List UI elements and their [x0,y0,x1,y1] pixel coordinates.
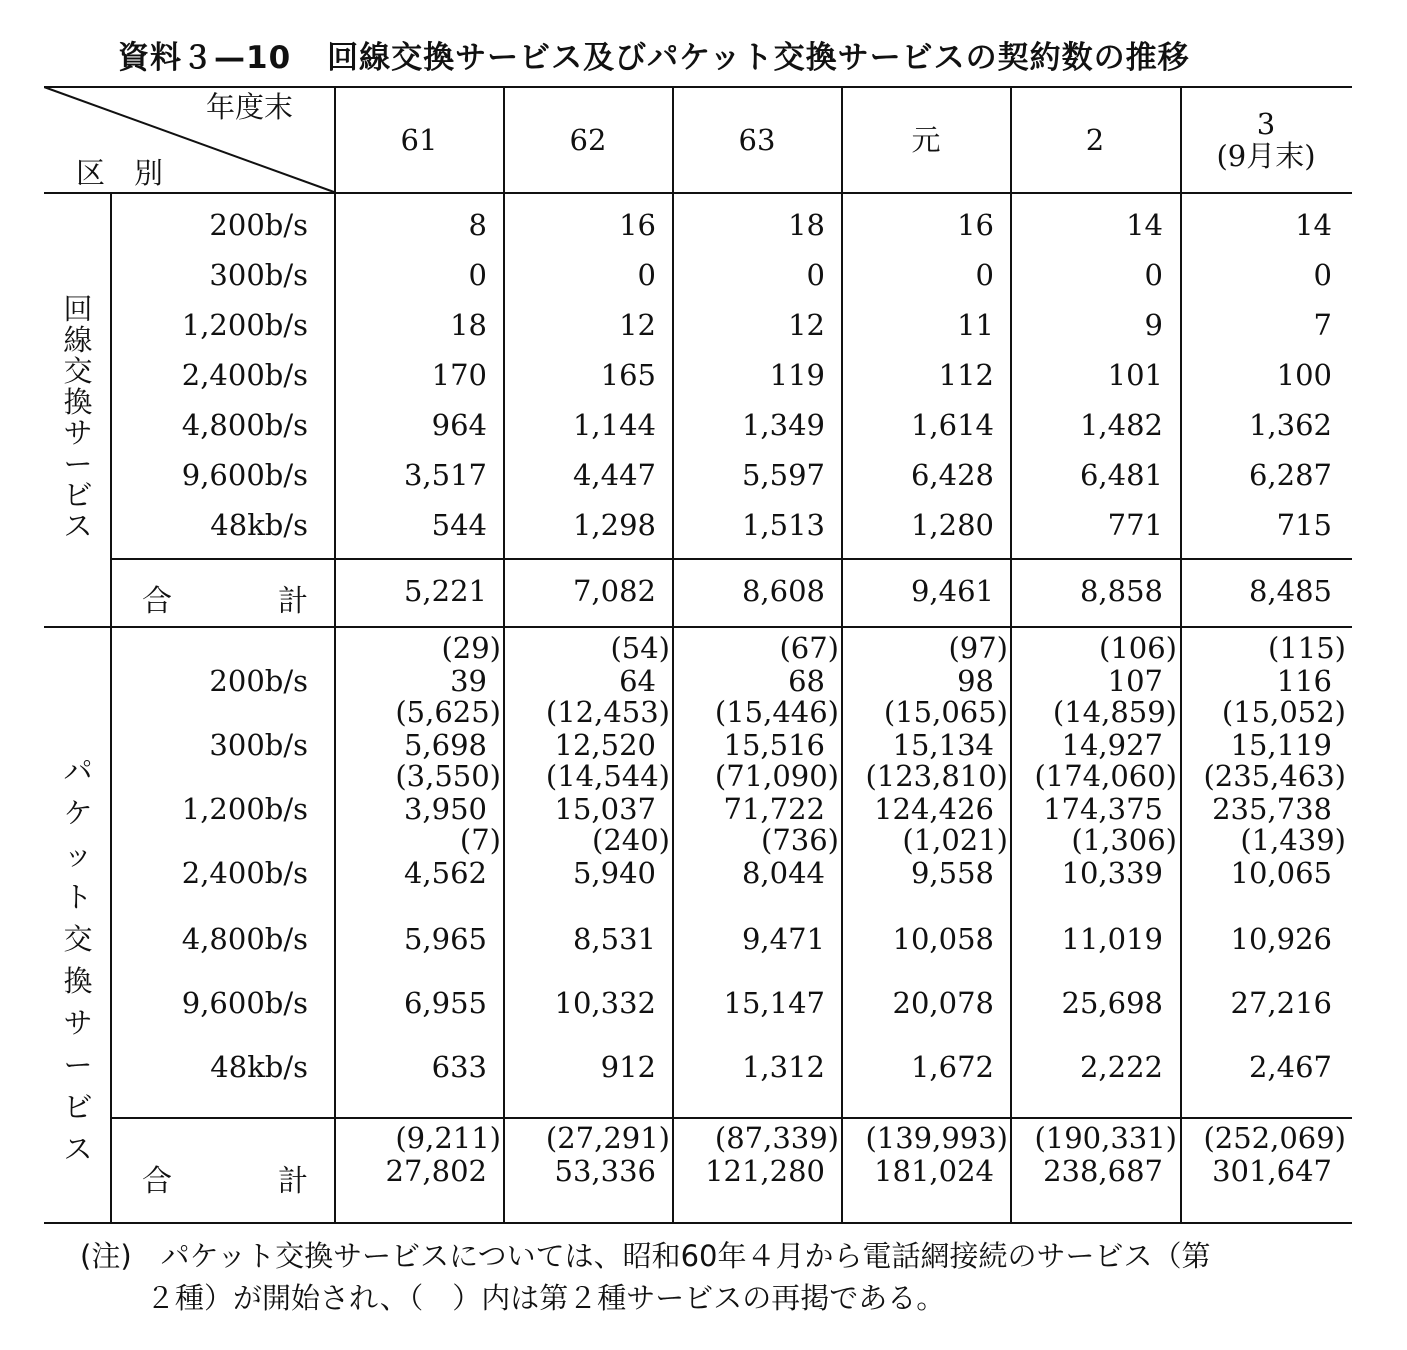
table-cell-value: 1,513 [741,508,825,542]
circuit-total-value: 7,082 [572,574,656,608]
contracts-table [44,86,1352,1226]
section-column-rule-1 [110,193,112,627]
table-cell-value: 14 [1126,208,1163,242]
table-bottom-rule [44,1222,1352,1224]
column-header-year: 61 [400,123,438,157]
table-cell-second-type: (14,859) [1052,695,1177,729]
table-cell-value: 10,058 [892,922,994,956]
table-cell-second-type: (3,550) [395,759,501,793]
packet-subtotal-rule [110,1117,1352,1119]
table-cell-value: 15,119 [1230,728,1332,762]
speed-label: 1,200b/s [181,308,308,342]
speed-label: 1,200b/s [181,792,308,826]
packet-total-value: 301,647 [1212,1154,1332,1188]
section-column-rule-2 [110,627,112,1223]
table-cell-value: 0 [468,258,487,292]
table-cell-value: 544 [431,508,487,542]
table-cell-value: 112 [938,358,994,392]
table-cell-value: 170 [431,358,487,392]
table-cell-value: 101 [1107,358,1163,392]
table-cell-value: 10,339 [1061,856,1163,890]
speed-label: 200b/s [209,208,308,242]
table-cell-value: 6,428 [910,458,994,492]
table-cell-value: 100 [1276,358,1332,392]
header-year-end: 年度末 [206,90,294,124]
table-cell-second-type: (15,446) [714,695,839,729]
packet-section-label: パケット交換サービス [63,754,93,1166]
table-cell-value: 2,467 [1248,1050,1332,1084]
speed-label: 9,600b/s [181,458,308,492]
packet-total-value: 53,336 [554,1154,656,1188]
table-cell-second-type: (235,463) [1203,759,1346,793]
document-title [118,32,1190,77]
circuit-total-value: 5,221 [403,574,487,608]
table-cell-value: 633 [431,1050,487,1084]
table-cell-second-type: (174,060) [1034,759,1177,793]
table-cell-value: 8 [468,208,487,242]
speed-label: 48kb/s [210,1050,308,1084]
table-cell-value: 12,520 [554,728,656,762]
table-cell-value: 68 [788,664,825,698]
table-cell-value: 64 [619,664,656,698]
table-cell-value: 0 [1144,258,1163,292]
table-cell-value: 18 [450,308,487,342]
table-cell-second-type: (97) [948,631,1008,665]
table-cell-value: 964 [431,408,487,442]
packet-total-value: 238,687 [1043,1154,1163,1188]
packet-total-second-type: (252,069) [1203,1121,1346,1155]
table-cell-value: 8,044 [741,856,825,890]
circuit-total-label-b: 計 [278,584,308,619]
table-cell-value: 16 [957,208,994,242]
table-cell-value: 5,698 [403,728,487,762]
table-cell-second-type: (736) [761,823,839,857]
table-cell-second-type: (54) [610,631,670,665]
table-cell-value: 1,298 [572,508,656,542]
title-label: 資料３—10 [118,40,292,76]
circuit-subtotal-rule [110,558,1352,560]
column-header-year: 元 [911,123,941,157]
table-cell-value: 5,965 [403,922,487,956]
table-cell-value: 10,332 [554,986,656,1020]
table-cell-value: 9,471 [741,922,825,956]
table-cell-value: 5,940 [572,856,656,890]
table-cell-value: 3,517 [403,458,487,492]
section-divider-rule [44,626,1352,628]
table-cell-value: 1,349 [741,408,825,442]
speed-label: 4,800b/s [181,408,308,442]
speed-label: 2,400b/s [181,856,308,890]
packet-total-second-type: (139,993) [865,1121,1008,1155]
table-cell-value: 0 [975,258,994,292]
table-cell-value: 235,738 [1212,792,1332,826]
table-cell-value: 0 [806,258,825,292]
table-cell-value: 71,722 [723,792,825,826]
table-cell-value: 771 [1107,508,1163,542]
column-header-year: 3 [1256,107,1276,141]
table-cell-second-type: (15,052) [1221,695,1346,729]
table-cell-value: 11,019 [1061,922,1163,956]
table-cell-value: 39 [450,664,487,698]
table-cell-value: 1,144 [572,408,656,442]
packet-total-second-type: (27,291) [545,1121,670,1155]
footnote-line-2: ２種）が開始され、（ ）内は第２種サービスの再掲である。 [146,1281,946,1315]
table-cell-second-type: (106) [1099,631,1177,665]
table-cell-second-type: (29) [441,631,501,665]
table-cell-value: 7 [1313,308,1332,342]
table-cell-second-type: (115) [1268,631,1346,665]
table-cell-value: 18 [788,208,825,242]
table-cell-second-type: (7) [459,823,501,857]
circuit-total-value: 8,485 [1248,574,1332,608]
table-cell-second-type: (1,439) [1240,823,1346,857]
table-cell-value: 0 [637,258,656,292]
table-cell-value: 98 [957,664,994,698]
table-cell-value: 1,614 [910,408,994,442]
packet-total-value: 27,802 [385,1154,487,1188]
column-header-year: 62 [569,123,607,157]
table-cell-value: 715 [1276,508,1332,542]
table-cell-value: 15,147 [723,986,825,1020]
table-cell-value: 174,375 [1043,792,1163,826]
table-cell-value: 9 [1144,308,1163,342]
table-cell-value: 6,287 [1248,458,1332,492]
table-cell-value: 6,955 [403,986,487,1020]
table-cell-value: 1,362 [1248,408,1332,442]
table-cell-value: 119 [769,358,825,392]
header-category: 区 別 [76,156,164,190]
packet-total-label-a: 合 [142,1164,172,1199]
table-cell-value: 165 [600,358,656,392]
speed-label: 9,600b/s [181,986,308,1020]
circuit-section-label: 回線交換サービス [63,292,93,543]
table-cell-value: 4,447 [572,458,656,492]
table-cell-value: 1,482 [1079,408,1163,442]
table-cell-value: 6,481 [1079,458,1163,492]
packet-total-second-type: (87,339) [714,1121,839,1155]
packet-total-second-type: (9,211) [395,1121,501,1155]
packet-total-label-b: 計 [278,1164,308,1199]
circuit-total-label-a: 合 [142,584,172,619]
table-cell-value: 116 [1276,664,1332,698]
table-cell-value: 25,698 [1061,986,1163,1020]
speed-label: 48kb/s [210,508,308,542]
table-cell-value: 15,516 [723,728,825,762]
table-cell-value: 11 [957,308,994,342]
table-cell-second-type: (15,065) [883,695,1008,729]
table-cell-second-type: (240) [592,823,670,857]
table-cell-value: 12 [619,308,656,342]
table-cell-value: 124,426 [874,792,994,826]
speed-label: 2,400b/s [181,358,308,392]
packet-total-second-type: (190,331) [1034,1121,1177,1155]
column-header-year: 63 [738,123,776,157]
table-cell-value: 5,597 [741,458,825,492]
table-cell-second-type: (14,544) [545,759,670,793]
table-cell-value: 16 [619,208,656,242]
table-cell-value: 20,078 [892,986,994,1020]
table-cell-value: 1,312 [741,1050,825,1084]
table-cell-second-type: (123,810) [865,759,1008,793]
table-cell-value: 2,222 [1079,1050,1163,1084]
circuit-total-value: 8,858 [1079,574,1163,608]
speed-label: 4,800b/s [181,922,308,956]
table-cell-value: 15,134 [892,728,994,762]
table-cell-second-type: (67) [779,631,839,665]
footnote-line-1: (注) パケット交換サービスについては、昭和60年４月から電話網接続のサービス（第 [80,1239,1211,1273]
speed-label: 200b/s [209,664,308,698]
table-cell-value: 4,562 [403,856,487,890]
table-cell-value: 912 [600,1050,656,1084]
table-cell-value: 14 [1295,208,1332,242]
title-text: 回線交換サービス及びパケット交換サービスの契約数の推移 [327,40,1190,76]
table-cell-value: 10,926 [1230,922,1332,956]
table-cell-value: 1,280 [910,508,994,542]
table-cell-value: 15,037 [554,792,656,826]
table-cell-value: 107 [1107,664,1163,698]
table-cell-value: 10,065 [1230,856,1332,890]
table-cell-value: 27,216 [1230,986,1332,1020]
table-cell-value: 12 [788,308,825,342]
table-cell-second-type: (12,453) [545,695,670,729]
circuit-total-value: 9,461 [910,574,994,608]
table-cell-value: 9,558 [910,856,994,890]
table-cell-value: 14,927 [1061,728,1163,762]
speed-label: 300b/s [209,728,308,762]
speed-label: 300b/s [209,258,308,292]
table-cell-value: 1,672 [910,1050,994,1084]
packet-total-value: 181,024 [874,1154,994,1188]
table-cell-value: 3,950 [403,792,487,826]
packet-total-value: 121,280 [705,1154,825,1188]
table-cell-value: 0 [1313,258,1332,292]
table-cell-second-type: (1,306) [1071,823,1177,857]
column-header-note: (9月末) [1216,139,1316,173]
table-cell-second-type: (71,090) [714,759,839,793]
column-header-year: 2 [1085,123,1105,157]
circuit-total-value: 8,608 [741,574,825,608]
table-cell-second-type: (1,021) [902,823,1008,857]
table-cell-second-type: (5,625) [395,695,501,729]
table-cell-value: 8,531 [572,922,656,956]
